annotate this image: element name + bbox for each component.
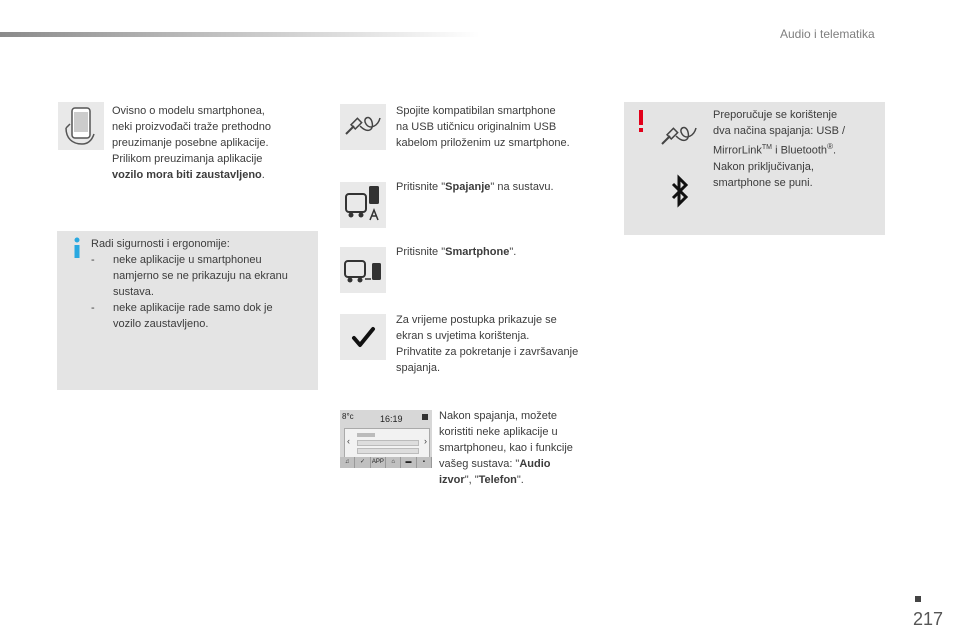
list-item: - neke aplikacije u smartphoneu namjerno se ne prikazuju na ekranu sustava. — [91, 252, 313, 300]
page-number: 217 — [913, 609, 944, 629]
header-gradient-bar — [0, 32, 480, 37]
safety-list — [91, 252, 313, 332]
usb-cable-icon — [658, 116, 704, 152]
page-marker — [915, 596, 921, 602]
screen-nav-bar — [340, 457, 432, 468]
step-press-connect-text: Pritisnite "Spajanje" na sustavu. — [396, 181, 554, 193]
step-press-smartphone-text: Pritisnite "Smartphone". — [396, 246, 517, 258]
safety-info-panel — [57, 231, 318, 390]
model-note: Ovisno o modelu smartphonea, neki proizvođači traže prethodno preuzimanje posebne aplikacije. Prilikom preuzimanja aplikacije vozilo mora biti zaustavljeno. — [112, 105, 271, 181]
chevron-right-icon: › — [424, 436, 427, 446]
connect-icon: ✓ — [355, 457, 370, 468]
smartphone-hand-icon — [58, 102, 104, 150]
screen-time: 16:19 — [380, 414, 403, 424]
screen-row — [357, 433, 375, 437]
checkmark-icon — [340, 314, 386, 360]
smartphone-button-icon — [340, 247, 386, 293]
screen-status-icon — [422, 414, 428, 420]
page-header-title: Audio i telematika — [780, 27, 875, 41]
menu-icon: ▪ — [417, 457, 432, 468]
screen-row — [357, 448, 419, 454]
screen-content — [344, 428, 430, 458]
screen-temperature: 8°c — [342, 412, 354, 421]
connection-tip-text: Preporučuje se korištenje dva načina spajanja: USB / MirrorLink™ i Bluetooth®. Nakon priključivanja, smartphone se puni. — [713, 109, 846, 189]
step-accept-text: Za vrijeme postupka prikazuje se ekran s uvjetima korištenja. Prihvatite za pokretanje i završavanje spajanja. — [396, 314, 579, 374]
warning-icon — [637, 110, 645, 132]
info-icon — [71, 237, 83, 259]
system-screen-thumbnail — [340, 410, 432, 468]
safety-text: Radi sigurnosti i ergonomije: - neke aplikacije u smartphoneu namjerno se ne prikazuju na ekranu sustava. - neke aplikacije rade samo dok je vozilo zaustavljeno. — [91, 236, 313, 332]
connection-button-icon — [340, 182, 386, 228]
connection-tip-panel — [624, 102, 885, 235]
chevron-left-icon: ‹ — [347, 436, 350, 446]
bluetooth-icon — [668, 174, 692, 208]
screen-app-label: APP — [371, 457, 386, 468]
step-after-text: Nakon spajanja, možete koristiti neke aplikacije u smartphoneu, kao i funkcije vašeg sustava: "Audio izvor", "Telefon". — [439, 410, 573, 486]
car-icon: ▬ — [401, 457, 416, 468]
screen-row — [357, 440, 419, 446]
step-connect-text: Spojite kompatibilan smartphone na USB utičnicu originalnim USB kabelom priloženim uz smartphone. — [396, 105, 570, 149]
usb-cable-icon — [340, 104, 386, 150]
home-icon: ⌂ — [386, 457, 401, 468]
music-icon: ♫ — [340, 457, 355, 468]
list-item: - neke aplikacije rade samo dok je vozilo zaustavljeno. — [91, 300, 313, 332]
